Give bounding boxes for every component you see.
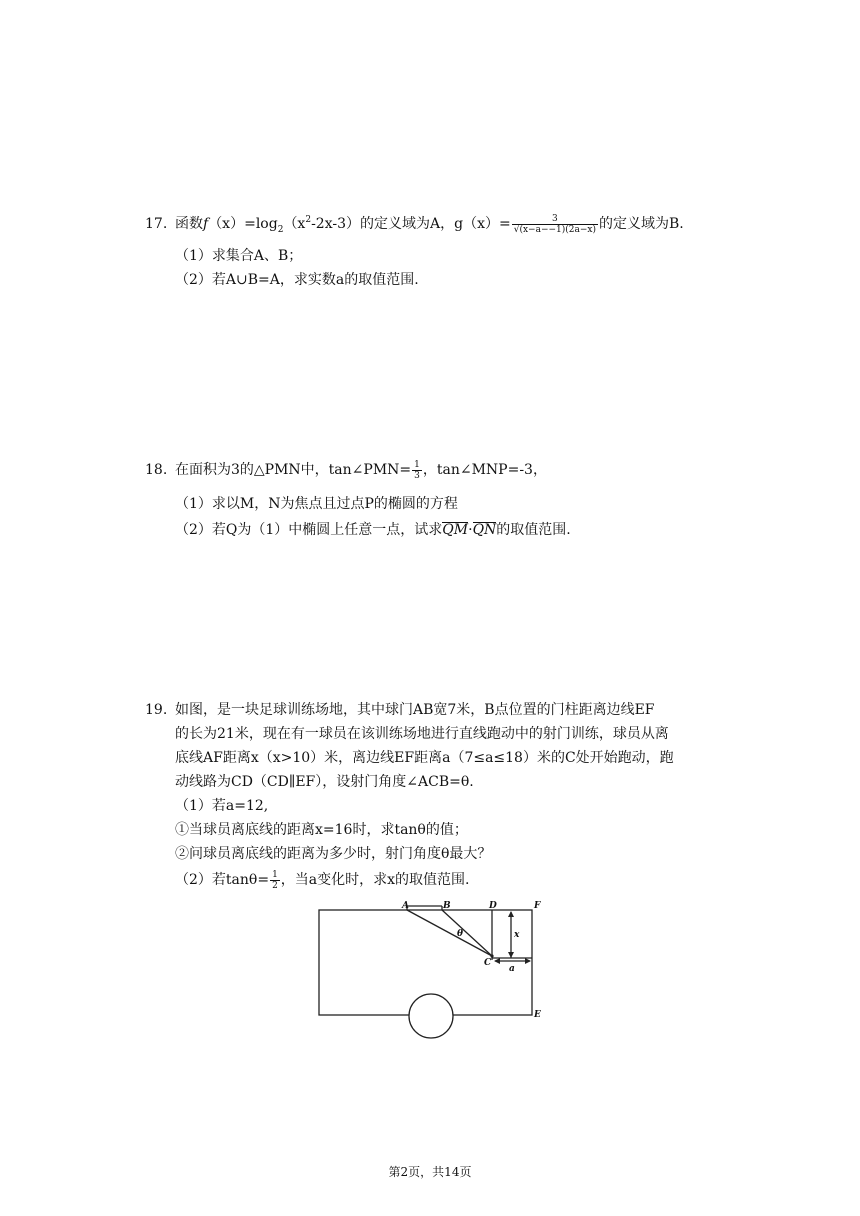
fraction: $\frac{1}{3}$ <box>414 459 420 481</box>
problem-19-q1: （1）若a=12, <box>175 798 269 814</box>
label-e-point: E <box>534 1010 541 1020</box>
label-x-dimension: x <box>514 930 520 940</box>
label-theta: θ <box>457 929 464 939</box>
label-a-point: A <box>402 901 409 911</box>
arrow-a-right <box>525 958 531 964</box>
problem-number: 17. <box>145 216 168 232</box>
problem-18-q1: （1）求以M，N为焦点且过点P的椭圆的方程 <box>175 496 458 512</box>
label-c-point: C <box>484 958 492 968</box>
field-diagram <box>312 898 552 1048</box>
arrow-x-top <box>508 911 514 917</box>
fraction: $\frac{1}{2}$ <box>272 869 278 891</box>
problem-17-q1: （1）求集合A、B； <box>175 248 303 264</box>
arrow-a-left <box>494 958 500 964</box>
problem-number: 19. <box>145 702 168 718</box>
arrow-x-bottom <box>508 952 514 958</box>
label-b-point: B <box>443 901 451 911</box>
problem-19-line-2: 的长为21米，现在有一球员在该训练场地进行直线跑动中的射门训练，球员从离 <box>175 726 669 742</box>
page-footer: 第2页，共14页 <box>388 1165 472 1179</box>
problem-19-line-4: 动线路为CD（CD∥EF），设射门角度∠ACB=θ. <box>175 774 474 790</box>
problem-18-q2: （2）若Q为（1）中椭圆上任意一点，试求QM·QN的取值范围. <box>175 522 571 538</box>
problem-19-line-1: 如图，是一块足球训练场地，其中球门AB宽7米，B点位置的门柱距离边线EF <box>175 702 655 718</box>
label-a-dimension: a <box>509 964 515 974</box>
problem-19-q2: （2）若tanθ= $\frac{1}{2}$ ，当a变化时，求x的取值范围. <box>175 869 470 891</box>
label-f-point: F <box>534 901 541 911</box>
label-d-point: D <box>489 901 497 911</box>
problem-19-line-3: 底线AF距离x（x>10）米，离边线EF距离a（7≤a≤18）米的C处开始跑动，跑 <box>175 750 674 766</box>
vector-qn: QN <box>472 522 497 538</box>
problem-number: 18. <box>145 462 168 478</box>
vector-qm: QM <box>442 522 469 538</box>
problem-17-stem: 函数$f(x)=\log_2(x^2-2x-3)$的定义域为A，g（x）= $\frac{3}{√(x-a--1)(2a-x)}$ 的定义域为B. <box>175 213 684 235</box>
center-circle <box>409 994 453 1038</box>
fraction: $\frac{3}{√(x-a--1)(2a-x)}$ <box>513 213 596 235</box>
problem-17-q2: （2）若A∪B=A，求实数a的取值范围. <box>175 272 419 288</box>
problem-19-q1a: ①当球员离底线的距离x=16时，求tanθ的值； <box>175 822 468 838</box>
problem-19-q1b: ②问球员离底线的距离为多少时，射门角度θ最大？ <box>175 846 492 862</box>
problem-18-stem: 在面积为3的△PMN中，tan∠PMN= $\frac{1}{3}$ ，tan∠MNP=-3， <box>175 459 547 481</box>
